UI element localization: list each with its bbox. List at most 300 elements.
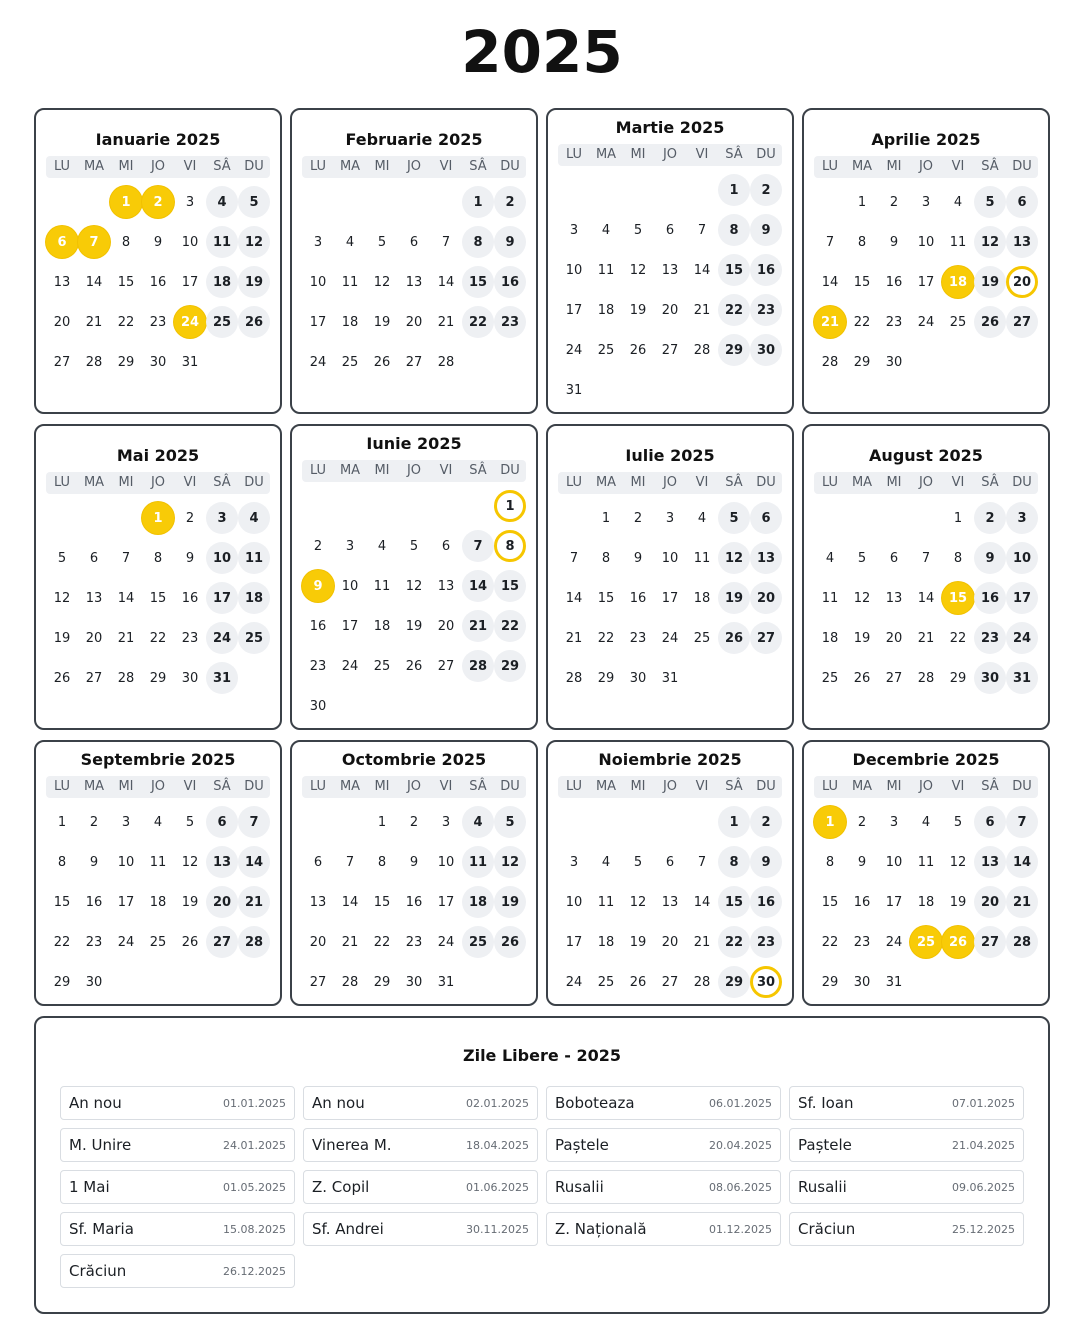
holiday-item (546, 1086, 781, 1120)
day: 13 (885, 590, 903, 606)
month-title: Martie 2025 (615, 118, 725, 137)
day: 21 (565, 630, 583, 646)
day: 7 (697, 854, 707, 870)
day: 27 (309, 974, 327, 990)
day: 22 (149, 630, 167, 646)
day: 10 (437, 854, 455, 870)
weekday-label: SÂ (206, 776, 238, 798)
holiday-day: 6 (46, 226, 78, 258)
week-row (46, 922, 270, 962)
weekend-day: 29 (718, 334, 750, 366)
day: 16 (885, 274, 903, 290)
weekday-label: DU (238, 156, 270, 178)
day: 15 (853, 274, 871, 290)
week-row (558, 578, 782, 618)
empty-cell (654, 374, 686, 406)
day: 23 (181, 630, 199, 646)
weekend-day: 16 (974, 582, 1006, 614)
day: 3 (889, 814, 899, 830)
day: 16 (629, 590, 647, 606)
day: 28 (693, 342, 711, 358)
day: 8 (57, 854, 67, 870)
day: 28 (85, 354, 103, 370)
month-card (546, 108, 794, 414)
week-row (558, 370, 782, 410)
day: 9 (153, 234, 163, 250)
weekend-day: 21 (238, 886, 270, 918)
weekend-day: 7 (462, 530, 494, 562)
holiday-item (60, 1086, 295, 1120)
weekday-label: SÂ (206, 156, 238, 178)
month-title: August 2025 (869, 446, 983, 465)
empty-cell (238, 346, 270, 378)
day: 29 (117, 354, 135, 370)
weekday-label: VI (686, 144, 718, 166)
month-title: Aprilie 2025 (871, 130, 981, 149)
weekend-day: 7 (238, 806, 270, 838)
empty-cell (1006, 966, 1038, 998)
day: 7 (825, 234, 835, 250)
weekend-day: 26 (718, 622, 750, 654)
month-days (302, 486, 526, 726)
holiday-date: 02.01.2025 (466, 1096, 529, 1110)
weekday-label: JO (142, 156, 174, 178)
weekend-day: 18 (238, 582, 270, 614)
week-row (302, 222, 526, 262)
empty-cell (78, 186, 110, 218)
week-row (46, 302, 270, 342)
weekday-header (558, 776, 782, 798)
empty-cell (462, 690, 494, 722)
empty-cell (622, 806, 654, 838)
empty-cell (878, 502, 910, 534)
day: 6 (89, 550, 99, 566)
weekend-day: 9 (750, 846, 782, 878)
holiday-day: 25 (910, 926, 942, 958)
weekday-label: SÂ (718, 472, 750, 494)
weekend-day: 20 (974, 886, 1006, 918)
day: 17 (437, 894, 455, 910)
day: 12 (373, 274, 391, 290)
holiday-day: 21 (814, 306, 846, 338)
week-row (302, 962, 526, 1002)
empty-cell (622, 174, 654, 206)
week-row (46, 538, 270, 578)
weekday-label: DU (1006, 472, 1038, 494)
weekday-label: DU (494, 460, 526, 482)
weekday-label: JO (910, 156, 942, 178)
day: 17 (885, 894, 903, 910)
weekday-label: MA (846, 776, 878, 798)
week-row (46, 262, 270, 302)
week-row (814, 802, 1038, 842)
day: 31 (437, 974, 455, 990)
weekday-label: SÂ (974, 472, 1006, 494)
day: 8 (857, 234, 867, 250)
day: 11 (149, 854, 167, 870)
empty-cell (846, 502, 878, 534)
weekday-label: MA (78, 156, 110, 178)
weekday-label: MI (622, 472, 654, 494)
holidays-title: Zile Libere - 2025 (462, 1046, 622, 1065)
day: 12 (949, 854, 967, 870)
weekday-label: MA (590, 472, 622, 494)
day: 18 (597, 934, 615, 950)
weekday-label: LU (302, 156, 334, 178)
day: 18 (341, 314, 359, 330)
empty-cell (590, 174, 622, 206)
week-row (814, 578, 1038, 618)
day: 5 (857, 550, 867, 566)
empty-cell (718, 374, 750, 406)
empty-cell (686, 662, 718, 694)
week-row (558, 842, 782, 882)
holiday-item (546, 1128, 781, 1162)
week-row (558, 658, 782, 698)
day: 28 (437, 354, 455, 370)
empty-cell (686, 174, 718, 206)
day: 22 (597, 630, 615, 646)
weekend-day: 20 (206, 886, 238, 918)
day: 19 (373, 314, 391, 330)
day: 24 (565, 342, 583, 358)
day: 13 (309, 894, 327, 910)
month-title: Ianuarie 2025 (95, 130, 221, 149)
empty-cell (46, 502, 78, 534)
day: 24 (309, 354, 327, 370)
weekend-day: 10 (206, 542, 238, 574)
weekday-label: MA (78, 472, 110, 494)
month-title: Mai 2025 (116, 446, 200, 465)
weekday-label: JO (398, 460, 430, 482)
holiday-day: 15 (942, 582, 974, 614)
weekday-label: DU (238, 776, 270, 798)
day: 25 (373, 658, 391, 674)
day: 20 (405, 314, 423, 330)
day: 13 (53, 274, 71, 290)
weekday-label: MA (78, 776, 110, 798)
week-row (558, 618, 782, 658)
day: 9 (889, 234, 899, 250)
weekday-label: VI (174, 156, 206, 178)
day: 27 (437, 658, 455, 674)
weekend-day: 18 (206, 266, 238, 298)
day: 7 (921, 550, 931, 566)
holiday-item (303, 1128, 538, 1162)
day: 20 (885, 630, 903, 646)
weekend-day: 31 (1006, 662, 1038, 694)
day: 23 (309, 658, 327, 674)
weekday-label: DU (750, 776, 782, 798)
day: 3 (441, 814, 451, 830)
day: 19 (629, 302, 647, 318)
day: 25 (821, 670, 839, 686)
day: 23 (853, 934, 871, 950)
day: 11 (373, 578, 391, 594)
day: 3 (665, 510, 675, 526)
day: 25 (149, 934, 167, 950)
weekday-label: LU (814, 776, 846, 798)
day: 29 (949, 670, 967, 686)
month-days (814, 498, 1038, 698)
empty-cell (654, 174, 686, 206)
day: 20 (309, 934, 327, 950)
week-row (814, 618, 1038, 658)
empty-cell (942, 966, 974, 998)
weekday-label: DU (750, 472, 782, 494)
weekday-label: JO (142, 776, 174, 798)
empty-cell (590, 374, 622, 406)
day: 23 (405, 934, 423, 950)
weekend-day: 18 (462, 886, 494, 918)
weekend-day: 1 (718, 174, 750, 206)
day: 21 (917, 630, 935, 646)
holiday-date: 01.06.2025 (466, 1180, 529, 1194)
weekday-label: LU (814, 156, 846, 178)
day: 27 (53, 354, 71, 370)
weekend-day: 19 (974, 266, 1006, 298)
weekday-label: SÂ (718, 776, 750, 798)
weekend-day: 12 (974, 226, 1006, 258)
weekday-label: JO (910, 472, 942, 494)
day: 6 (665, 222, 675, 238)
day: 2 (409, 814, 419, 830)
day: 15 (117, 274, 135, 290)
weekend-day: 29 (494, 650, 526, 682)
holiday-date: 26.12.2025 (223, 1264, 286, 1278)
week-row (46, 802, 270, 842)
weekend-day: 22 (462, 306, 494, 338)
month-card (34, 740, 282, 1006)
weekend-day: 14 (462, 570, 494, 602)
day: 17 (181, 274, 199, 290)
holiday-day: 2 (142, 186, 174, 218)
day: 29 (373, 974, 391, 990)
month-title: Decembrie 2025 (852, 750, 1000, 769)
empty-cell (942, 346, 974, 378)
weekend-day: 1 (462, 186, 494, 218)
empty-cell (910, 502, 942, 534)
month-card (34, 108, 282, 414)
empty-cell (974, 346, 1006, 378)
weekday-label: LU (302, 460, 334, 482)
holiday-day: 1 (142, 502, 174, 534)
day: 14 (117, 590, 135, 606)
day: 4 (377, 538, 387, 554)
day: 30 (309, 698, 327, 714)
day: 2 (89, 814, 99, 830)
weekend-day: 3 (1006, 502, 1038, 534)
week-row (302, 526, 526, 566)
weekday-label: LU (558, 776, 590, 798)
day: 11 (821, 590, 839, 606)
day: 4 (153, 814, 163, 830)
day: 11 (917, 854, 935, 870)
weekday-label: MI (366, 460, 398, 482)
week-row (814, 498, 1038, 538)
weekday-label: DU (238, 472, 270, 494)
weekday-label: JO (142, 472, 174, 494)
week-row (814, 262, 1038, 302)
day: 16 (85, 894, 103, 910)
holiday-name: Crăciun (69, 1262, 127, 1280)
day: 28 (565, 670, 583, 686)
weekday-label: MI (110, 776, 142, 798)
day: 16 (405, 894, 423, 910)
day: 15 (821, 894, 839, 910)
day: 18 (373, 618, 391, 634)
day: 21 (117, 630, 135, 646)
day: 8 (121, 234, 131, 250)
holiday-item (546, 1212, 781, 1246)
day: 21 (693, 934, 711, 950)
day: 20 (661, 934, 679, 950)
weekend-day: 6 (974, 806, 1006, 838)
weekend-day: 2 (750, 806, 782, 838)
day: 10 (565, 262, 583, 278)
empty-cell (814, 502, 846, 534)
month-title: Iulie 2025 (625, 446, 715, 465)
weekend-day: 15 (462, 266, 494, 298)
day: 7 (697, 222, 707, 238)
month-card (34, 424, 282, 730)
day: 15 (597, 590, 615, 606)
month-title: Iunie 2025 (366, 434, 462, 453)
holiday-day: 1 (110, 186, 142, 218)
weekday-label: MI (622, 144, 654, 166)
day: 1 (857, 194, 867, 210)
day: 1 (377, 814, 387, 830)
holiday-day: 7 (78, 226, 110, 258)
day: 29 (149, 670, 167, 686)
empty-cell (430, 690, 462, 722)
day: 3 (569, 222, 579, 238)
weekend-day: 27 (206, 926, 238, 958)
weekday-header (814, 472, 1038, 494)
holiday-name: M. Unire (69, 1136, 132, 1154)
weekend-day: 1 (718, 806, 750, 838)
weekday-label: SÂ (974, 776, 1006, 798)
weekday-label: JO (654, 144, 686, 166)
weekend-day: 13 (974, 846, 1006, 878)
empty-cell (750, 662, 782, 694)
weekend-day: 4 (462, 806, 494, 838)
holiday-item (60, 1212, 295, 1246)
week-row (558, 922, 782, 962)
weekend-day: 30 (974, 662, 1006, 694)
week-row (46, 618, 270, 658)
weekend-day: 24 (206, 622, 238, 654)
week-row (302, 262, 526, 302)
holiday-name: Crăciun (798, 1220, 856, 1238)
day: 9 (633, 550, 643, 566)
day: 13 (405, 274, 423, 290)
day: 31 (181, 354, 199, 370)
weekday-label: DU (494, 156, 526, 178)
weekday-label: JO (398, 156, 430, 178)
weekday-label: LU (814, 472, 846, 494)
weekday-label: MA (846, 156, 878, 178)
day: 28 (693, 974, 711, 990)
weekend-day: 5 (494, 806, 526, 838)
day: 22 (373, 934, 391, 950)
weekend-day: 15 (718, 886, 750, 918)
day: 10 (885, 854, 903, 870)
weekday-label: LU (46, 472, 78, 494)
holiday-day: 1 (814, 806, 846, 838)
day: 10 (341, 578, 359, 594)
weekend-day: 5 (974, 186, 1006, 218)
day: 20 (661, 302, 679, 318)
day: 14 (693, 894, 711, 910)
weekend-day: 26 (238, 306, 270, 338)
holiday-item (303, 1086, 538, 1120)
holiday-day: 24 (174, 306, 206, 338)
day: 17 (565, 302, 583, 318)
month-days (46, 498, 270, 698)
day: 15 (373, 894, 391, 910)
day: 12 (629, 894, 647, 910)
day: 12 (405, 578, 423, 594)
day: 10 (565, 894, 583, 910)
month-card (802, 108, 1050, 414)
month-title: Noiembrie 2025 (598, 750, 742, 769)
day: 8 (825, 854, 835, 870)
day: 9 (185, 550, 195, 566)
holiday-day: 9 (302, 570, 334, 602)
holiday-name: Sf. Maria (69, 1220, 134, 1238)
holiday-name: Sf. Ioan (798, 1094, 854, 1112)
weekend-day: 2 (750, 174, 782, 206)
day: 18 (821, 630, 839, 646)
empty-cell (462, 490, 494, 522)
day: 26 (629, 342, 647, 358)
week-row (814, 302, 1038, 342)
holiday-item (789, 1212, 1024, 1246)
day: 27 (85, 670, 103, 686)
day: 24 (917, 314, 935, 330)
empty-cell (718, 662, 750, 694)
week-row (46, 342, 270, 382)
day: 25 (597, 342, 615, 358)
weekend-day: 23 (974, 622, 1006, 654)
holiday-date: 20.04.2025 (709, 1138, 772, 1152)
empty-cell (302, 490, 334, 522)
weekend-day: 4 (238, 502, 270, 534)
week-row (46, 962, 270, 1002)
weekend-day: 16 (494, 266, 526, 298)
empty-cell (462, 966, 494, 998)
day: 15 (53, 894, 71, 910)
day: 28 (917, 670, 935, 686)
empty-cell (494, 690, 526, 722)
empty-cell (558, 806, 590, 838)
weekend-day: 6 (206, 806, 238, 838)
day: 16 (853, 894, 871, 910)
holiday-name: 1 Mai (69, 1178, 110, 1196)
day: 16 (181, 590, 199, 606)
holiday-date: 15.08.2025 (223, 1222, 286, 1236)
weekday-label: SÂ (462, 776, 494, 798)
day: 23 (629, 630, 647, 646)
day: 31 (661, 670, 679, 686)
weekday-label: VI (430, 776, 462, 798)
empty-cell (238, 662, 270, 694)
day: 23 (85, 934, 103, 950)
day: 8 (153, 550, 163, 566)
day: 10 (117, 854, 135, 870)
week-row (46, 578, 270, 618)
